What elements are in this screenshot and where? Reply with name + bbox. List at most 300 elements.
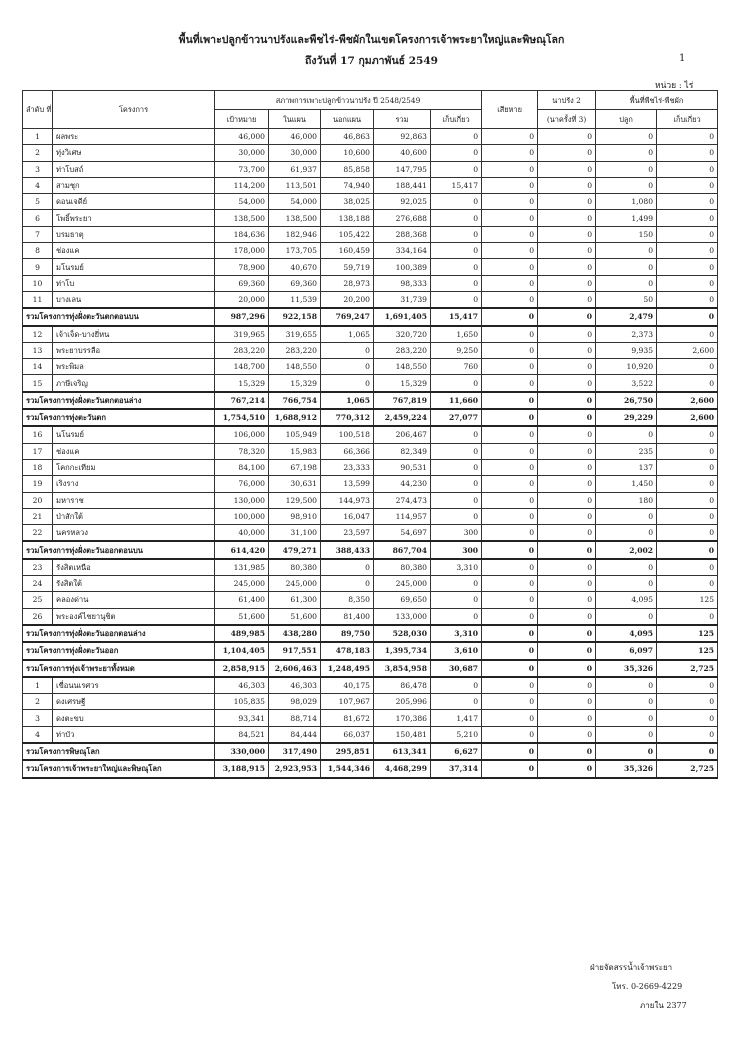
cell-value: 0 — [321, 359, 374, 375]
cell-value: 0 — [431, 210, 482, 226]
cell-value: 0 — [596, 145, 657, 161]
cell-value: 1,395,734 — [374, 642, 431, 659]
table-row — [23, 226, 718, 242]
cell-value: 0 — [482, 308, 538, 325]
cell-value: 295,851 — [321, 743, 374, 760]
row-number: 4 — [23, 726, 53, 743]
cell-value: 138,188 — [321, 210, 374, 226]
cell-value: 0 — [431, 694, 482, 710]
table-summary-row — [23, 308, 718, 325]
project-name: บรมธาตุ — [53, 226, 215, 242]
cell-value: 0 — [482, 375, 538, 392]
table-row — [23, 426, 718, 443]
cell-value: 479,271 — [269, 541, 321, 558]
cell-value: 0 — [538, 492, 596, 508]
cell-value: 205,996 — [374, 694, 431, 710]
table-summary-row — [23, 625, 718, 642]
cell-value: 334,164 — [374, 243, 431, 259]
cell-value: 0 — [538, 743, 596, 760]
project-name: ทุ่งวิเศษ — [53, 145, 215, 161]
cell-value: 0 — [657, 259, 718, 275]
cell-value: 8,350 — [321, 592, 374, 608]
cell-value: 1,754,510 — [215, 409, 269, 426]
table-row — [23, 559, 718, 576]
cell-value: 0 — [431, 145, 482, 161]
cell-value: 0 — [538, 326, 596, 343]
cell-value: 0 — [657, 443, 718, 459]
cell-value: 0 — [482, 459, 538, 475]
cell-value: 98,910 — [269, 508, 321, 524]
cell-value: 867,704 — [374, 541, 431, 558]
project-name: มหาราช — [53, 492, 215, 508]
project-name: นโนรมย์ — [53, 426, 215, 443]
cell-value: 11,539 — [269, 291, 321, 308]
document-date: ถึงวันที่ 17 กุมภาพันธ์ 2549 — [305, 55, 438, 67]
cell-value: 40,000 — [215, 525, 269, 542]
cell-value: 0 — [482, 677, 538, 694]
header-rice-group: สภาพการเพาะปลูกข้าวนาปรัง ปี 2548/2549 — [215, 91, 482, 110]
footer-phone: โทร. 0-2669-4229 — [612, 982, 683, 991]
table-row — [23, 677, 718, 694]
planting-area-table — [22, 90, 718, 779]
cell-value: 98,029 — [269, 694, 321, 710]
cell-value: 113,501 — [269, 177, 321, 193]
table-row — [23, 210, 718, 226]
cell-value: 51,600 — [215, 608, 269, 625]
row-number: 3 — [23, 710, 53, 726]
project-name: เริงราง — [53, 476, 215, 492]
cell-value: 2,858,915 — [215, 660, 269, 677]
table-row — [23, 129, 718, 145]
row-number: 26 — [23, 608, 53, 625]
cell-value: 0 — [538, 392, 596, 409]
cell-value: 81,400 — [321, 608, 374, 625]
cell-value: 61,400 — [215, 592, 269, 608]
row-number: 17 — [23, 443, 53, 459]
cell-value: 0 — [538, 726, 596, 743]
cell-value: 46,303 — [269, 677, 321, 694]
cell-value: 0 — [657, 129, 718, 145]
header-project: โครงการ — [53, 91, 215, 129]
cell-value: 61,937 — [269, 161, 321, 177]
cell-value: 0 — [538, 625, 596, 642]
row-number: 1 — [23, 677, 53, 694]
cell-value: 0 — [538, 129, 596, 145]
cell-value: 88,714 — [269, 710, 321, 726]
cell-value: 3,188,915 — [215, 760, 269, 777]
cell-value: 320,720 — [374, 326, 431, 343]
cell-value: 89,750 — [321, 625, 374, 642]
cell-value: 105,949 — [269, 426, 321, 443]
cell-value: 125 — [657, 642, 718, 659]
cell-value: 15,329 — [269, 375, 321, 392]
cell-value: 0 — [657, 145, 718, 161]
cell-value: 0 — [596, 710, 657, 726]
cell-value: 0 — [482, 476, 538, 492]
cell-value: 317,490 — [269, 743, 321, 760]
cell-value: 0 — [538, 592, 596, 608]
cell-value: 92,025 — [374, 194, 431, 210]
cell-value: 5,210 — [431, 726, 482, 743]
cell-value: 0 — [482, 508, 538, 524]
cell-value: 27,077 — [431, 409, 482, 426]
project-name: เขื่อนนเรศวร — [53, 677, 215, 694]
cell-value: 283,220 — [269, 342, 321, 358]
table-row — [23, 291, 718, 308]
cell-value: 245,000 — [269, 576, 321, 592]
summary-name: รวมโครงการทุ่งตะวันตก — [23, 409, 215, 426]
cell-value: 2,600 — [657, 409, 718, 426]
row-number: 3 — [23, 161, 53, 177]
cell-value: 0 — [482, 326, 538, 343]
cell-value: 138,500 — [269, 210, 321, 226]
row-number: 8 — [23, 243, 53, 259]
project-name: พระยาบรรลือ — [53, 342, 215, 358]
table-row — [23, 375, 718, 392]
cell-value: 23,333 — [321, 459, 374, 475]
cell-value: 613,341 — [374, 743, 431, 760]
cell-value: 30,000 — [269, 145, 321, 161]
cell-value: 178,000 — [215, 243, 269, 259]
row-number: 10 — [23, 275, 53, 291]
row-number: 23 — [23, 559, 53, 576]
cell-value: 0 — [431, 608, 482, 625]
cell-value: 300 — [431, 541, 482, 558]
table-row — [23, 342, 718, 358]
cell-value: 46,863 — [321, 129, 374, 145]
cell-value: 173,705 — [269, 243, 321, 259]
cell-value: 0 — [596, 677, 657, 694]
project-name: ช่องแค — [53, 443, 215, 459]
cell-value: 0 — [657, 226, 718, 242]
cell-value: 0 — [482, 342, 538, 358]
cell-value: 100,000 — [215, 508, 269, 524]
cell-value: 98,333 — [374, 275, 431, 291]
cell-value: 114,957 — [374, 508, 431, 524]
cell-value: 114,200 — [215, 177, 269, 193]
table-row — [23, 443, 718, 459]
cell-value: 0 — [538, 576, 596, 592]
unit-label: หน่วย : ไร่ — [655, 81, 694, 91]
cell-value: 125 — [657, 592, 718, 608]
cell-value: 0 — [482, 129, 538, 145]
cell-value: 46,000 — [269, 129, 321, 145]
cell-value: 0 — [657, 743, 718, 760]
row-number: 1 — [23, 129, 53, 145]
cell-value: 614,420 — [215, 541, 269, 558]
cell-value: 438,280 — [269, 625, 321, 642]
cell-value: 2,479 — [596, 308, 657, 325]
cell-value: 0 — [657, 459, 718, 475]
cell-value: 0 — [431, 492, 482, 508]
cell-value: 0 — [657, 576, 718, 592]
cell-value: 0 — [657, 694, 718, 710]
cell-value: 144,973 — [321, 492, 374, 508]
project-name: รังสิตใต้ — [53, 576, 215, 592]
header-damaged: เสียหาย — [482, 91, 538, 129]
cell-value: 188,441 — [374, 177, 431, 193]
cell-value: 1,650 — [431, 326, 482, 343]
cell-value: 0 — [657, 359, 718, 375]
header-out-plan: นอกแผน — [321, 110, 374, 129]
header-target: เป้าหมาย — [215, 110, 269, 129]
project-name: รังสิตเหนือ — [53, 559, 215, 576]
cell-value: 987,296 — [215, 308, 269, 325]
summary-name: รวมโครงการทุ่งเจ้าพระยาทั้งหมด — [23, 660, 215, 677]
cell-value: 0 — [482, 525, 538, 542]
table-row — [23, 694, 718, 710]
cell-value: 0 — [657, 326, 718, 343]
cell-value: 0 — [538, 476, 596, 492]
cell-value: 245,000 — [374, 576, 431, 592]
row-number: 20 — [23, 492, 53, 508]
cell-value: 69,360 — [215, 275, 269, 291]
cell-value: 0 — [482, 760, 538, 777]
cell-value: 0 — [657, 375, 718, 392]
cell-value: 288,368 — [374, 226, 431, 242]
cell-value: 0 — [538, 710, 596, 726]
table-summary-row — [23, 743, 718, 760]
table-summary-row — [23, 541, 718, 558]
project-name: บางเลน — [53, 291, 215, 308]
cell-value: 0 — [538, 559, 596, 576]
project-name: ภาษีเจริญ — [53, 375, 215, 392]
row-number: 19 — [23, 476, 53, 492]
cell-value: 0 — [596, 426, 657, 443]
cell-value: 0 — [657, 492, 718, 508]
cell-value: 0 — [657, 710, 718, 726]
cell-value: 0 — [431, 592, 482, 608]
project-name: โคกกะเทียม — [53, 459, 215, 475]
row-number: 15 — [23, 375, 53, 392]
cell-value: 0 — [657, 677, 718, 694]
cell-value: 0 — [431, 243, 482, 259]
table-summary-row — [23, 660, 718, 677]
cell-value: 0 — [482, 359, 538, 375]
header-second-rice-sub: (นาครั้งที่ 3) — [538, 110, 596, 129]
table-row — [23, 177, 718, 193]
cell-value: 766,754 — [269, 392, 321, 409]
cell-value: 3,310 — [431, 625, 482, 642]
cell-value: 0 — [657, 210, 718, 226]
cell-value: 0 — [538, 308, 596, 325]
cell-value: 69,650 — [374, 592, 431, 608]
cell-value: 0 — [482, 592, 538, 608]
cell-value: 150 — [596, 226, 657, 242]
cell-value: 2,606,463 — [269, 660, 321, 677]
cell-value: 1,688,912 — [269, 409, 321, 426]
cell-value: 31,100 — [269, 525, 321, 542]
cell-value: 3,610 — [431, 642, 482, 659]
cell-value: 15,417 — [431, 177, 482, 193]
cell-value: 40,600 — [374, 145, 431, 161]
footer-department: ฝ่ายจัดสรรน้ำเจ้าพระยา — [590, 963, 673, 972]
cell-value: 0 — [538, 177, 596, 193]
row-number: 5 — [23, 194, 53, 210]
cell-value: 170,386 — [374, 710, 431, 726]
cell-value: 2,600 — [657, 392, 718, 409]
cell-value: 0 — [431, 576, 482, 592]
cell-value: 31,739 — [374, 291, 431, 308]
cell-value: 6,097 — [596, 642, 657, 659]
cell-value: 1,544,346 — [321, 760, 374, 777]
header-second-rice: นาปรัง 2 — [538, 91, 596, 110]
table-row — [23, 243, 718, 259]
cell-value: 20,200 — [321, 291, 374, 308]
cell-value: 0 — [596, 243, 657, 259]
cell-value: 73,700 — [215, 161, 269, 177]
cell-value: 50 — [596, 291, 657, 308]
cell-value: 182,946 — [269, 226, 321, 242]
project-name: คลองด่าน — [53, 592, 215, 608]
header-total: รวม — [374, 110, 431, 129]
table-row — [23, 726, 718, 743]
cell-value: 0 — [657, 308, 718, 325]
cell-value: 528,030 — [374, 625, 431, 642]
cell-value: 0 — [596, 161, 657, 177]
table-row — [23, 259, 718, 275]
cell-value: 0 — [538, 443, 596, 459]
cell-value: 29,229 — [596, 409, 657, 426]
summary-name: รวมโครงการเจ้าพระยาใหญ่และพิษณุโลก — [23, 760, 215, 777]
row-number: 2 — [23, 145, 53, 161]
cell-value: 300 — [431, 525, 482, 542]
cell-value: 1,691,405 — [374, 308, 431, 325]
cell-value: 0 — [482, 710, 538, 726]
table-row — [23, 326, 718, 343]
cell-value: 2,725 — [657, 760, 718, 777]
cell-value: 184,636 — [215, 226, 269, 242]
cell-value: 1,499 — [596, 210, 657, 226]
cell-value: 0 — [538, 541, 596, 558]
cell-value: 0 — [431, 226, 482, 242]
cell-value: 0 — [538, 226, 596, 242]
cell-value: 0 — [657, 243, 718, 259]
cell-value: 82,349 — [374, 443, 431, 459]
project-name: มโนรมย์ — [53, 259, 215, 275]
cell-value: 0 — [482, 625, 538, 642]
cell-value: 0 — [538, 660, 596, 677]
cell-value: 0 — [538, 145, 596, 161]
cell-value: 2,923,953 — [269, 760, 321, 777]
cell-value: 84,444 — [269, 726, 321, 743]
header-harvested: เก็บเกี่ยว — [431, 110, 482, 129]
cell-value: 84,521 — [215, 726, 269, 743]
project-name: สามชุก — [53, 177, 215, 193]
cell-value: 90,531 — [374, 459, 431, 475]
row-number: 12 — [23, 326, 53, 343]
cell-value: 0 — [596, 608, 657, 625]
cell-value: 0 — [431, 194, 482, 210]
cell-value: 206,467 — [374, 426, 431, 443]
row-number: 11 — [23, 291, 53, 308]
cell-value: 66,366 — [321, 443, 374, 459]
cell-value: 0 — [482, 226, 538, 242]
cell-value: 0 — [482, 642, 538, 659]
cell-value: 0 — [596, 743, 657, 760]
cell-value: 4,468,299 — [374, 760, 431, 777]
cell-value: 767,214 — [215, 392, 269, 409]
cell-value: 11,660 — [431, 392, 482, 409]
table-row — [23, 576, 718, 592]
cell-value: 0 — [596, 275, 657, 291]
cell-value: 28,973 — [321, 275, 374, 291]
project-name: โพธิ์พระยา — [53, 210, 215, 226]
cell-value: 15,417 — [431, 308, 482, 325]
cell-value: 0 — [431, 443, 482, 459]
cell-value: 0 — [657, 275, 718, 291]
cell-value: 85,858 — [321, 161, 374, 177]
cell-value: 0 — [596, 559, 657, 576]
cell-value: 0 — [482, 726, 538, 743]
cell-value: 0 — [596, 576, 657, 592]
cell-value: 40,175 — [321, 677, 374, 694]
row-number: 21 — [23, 508, 53, 524]
project-name: ท่าโบ — [53, 275, 215, 291]
project-name: ดงเศรษฐี — [53, 694, 215, 710]
cell-value: 30,000 — [215, 145, 269, 161]
cell-value: 81,672 — [321, 710, 374, 726]
cell-value: 44,230 — [374, 476, 431, 492]
table-row — [23, 161, 718, 177]
cell-value: 0 — [321, 576, 374, 592]
cell-value: 0 — [482, 161, 538, 177]
cell-value: 0 — [482, 392, 538, 409]
row-number: 2 — [23, 694, 53, 710]
cell-value: 46,303 — [215, 677, 269, 694]
cell-value: 0 — [538, 375, 596, 392]
cell-value: 0 — [482, 694, 538, 710]
cell-value: 3,522 — [596, 375, 657, 392]
cell-value: 2,373 — [596, 326, 657, 343]
cell-value: 66,037 — [321, 726, 374, 743]
table-row — [23, 508, 718, 524]
cell-value: 319,965 — [215, 326, 269, 343]
cell-value: 26,750 — [596, 392, 657, 409]
cell-value: 74,940 — [321, 177, 374, 193]
cell-value: 67,198 — [269, 459, 321, 475]
cell-value: 0 — [321, 342, 374, 358]
cell-value: 0 — [431, 677, 482, 694]
row-number: 7 — [23, 226, 53, 242]
cell-value: 0 — [657, 541, 718, 558]
cell-value: 0 — [482, 243, 538, 259]
cell-value: 9,250 — [431, 342, 482, 358]
table-summary-row — [23, 760, 718, 777]
cell-value: 478,183 — [321, 642, 374, 659]
cell-value: 0 — [657, 726, 718, 743]
table-body — [23, 129, 718, 778]
cell-value: 2,600 — [657, 342, 718, 358]
cell-value: 0 — [431, 291, 482, 308]
cell-value: 0 — [538, 608, 596, 625]
cell-value: 0 — [657, 291, 718, 308]
summary-name: รวมโครงการทุ่งฝั่งตะวันตกตอนบน — [23, 308, 215, 325]
cell-value: 137 — [596, 459, 657, 475]
cell-value: 0 — [482, 275, 538, 291]
cell-value: 0 — [482, 177, 538, 193]
cell-value: 0 — [431, 259, 482, 275]
cell-value: 0 — [482, 426, 538, 443]
cell-value: 129,500 — [269, 492, 321, 508]
cell-value: 0 — [657, 426, 718, 443]
cell-value: 138,500 — [215, 210, 269, 226]
table-row — [23, 194, 718, 210]
cell-value: 0 — [482, 541, 538, 558]
cell-value: 0 — [431, 275, 482, 291]
table-row — [23, 359, 718, 375]
cell-value: 0 — [431, 476, 482, 492]
